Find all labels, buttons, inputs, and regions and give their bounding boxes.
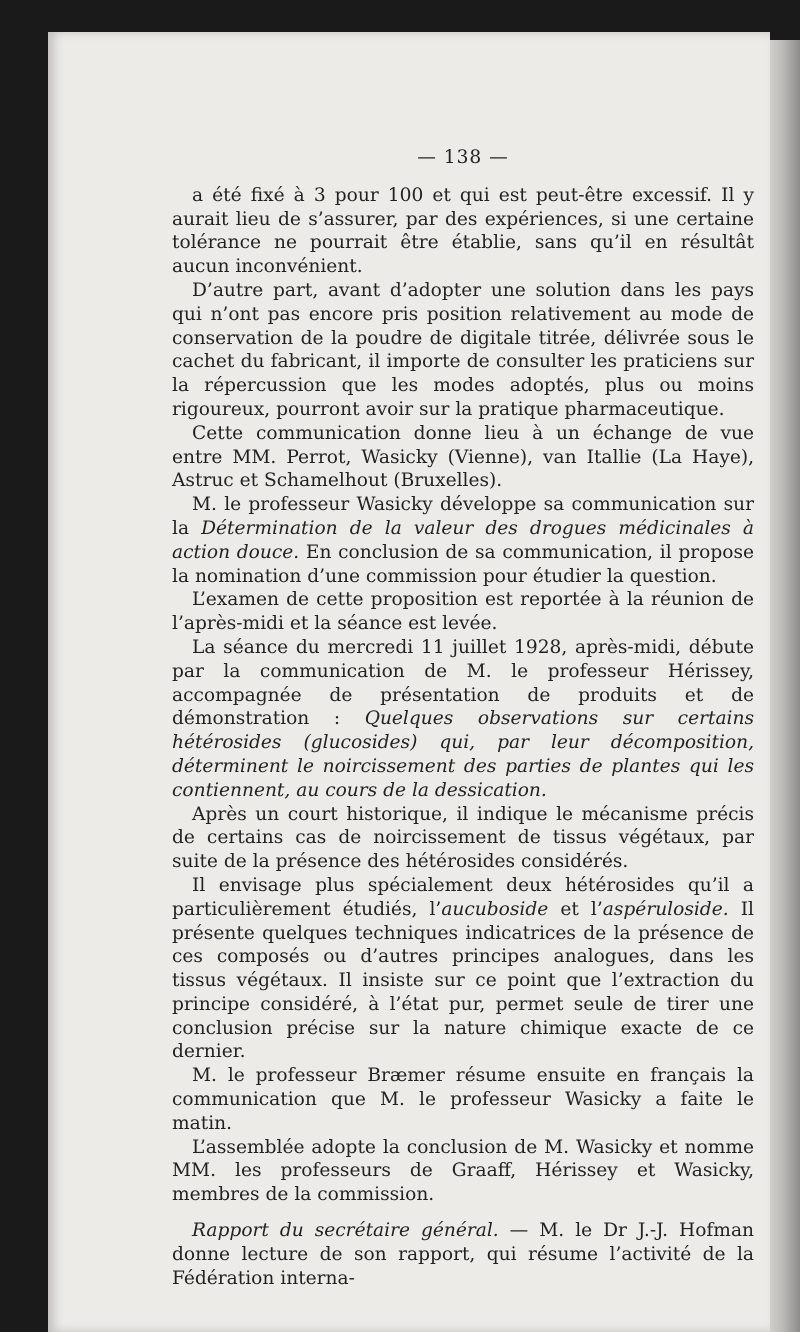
paragraph-6 xyxy=(172,636,754,803)
paragraph-1: a été fixé à 3 pour 100 et qui est peut-être excessif. Il y aurait lieu de s’assurer, par des expériences, si une certaine tolérance ne pourrait être établie, sans qu’il en résultât aucun inconvénient. xyxy=(172,184,754,278)
page-text xyxy=(172,146,754,1290)
paragraph-5: L’examen de cette proposition est reportée à la réunion de l’après-midi et la séance est levée. xyxy=(172,589,754,635)
paragraph-7: Après un court historique, il indique le mécanisme précis de certains cas de noircissement de tissus végétaux, par suite de la présence des hétérosides considérés. xyxy=(172,803,754,873)
page-edge xyxy=(770,40,800,1332)
paragraph-8-text-mid: et l’ xyxy=(548,898,603,920)
paragraph-6-text: La séance du mercredi 11 juillet 1928, après-midi, débute par la communication de M. le professeur Hérissey, accompagnée de présentation de produits et de démonstration : xyxy=(172,636,754,730)
paragraph-4-title: Détermination de la valeur des drogues médicinales à action douce. xyxy=(172,517,754,563)
paragraph-9: M. le professeur Bræmer résume ensuite en français la communication que M. le professeur Wasicky a faite le matin. xyxy=(172,1065,754,1134)
paragraph-4-text: M. le professeur Wasicky développe sa communication sur la xyxy=(172,494,754,539)
paragraph-4-text-end: En conclusion de sa communication, il propose la nomination d’une commission pour étudier la question. xyxy=(172,541,754,587)
paragraph-6-title: Quelques observations sur certains hétérosides (glucosides) qui, par leur décomposition, déterminent le noircissement des parties de plantes qui les contiennent, au cours de la dessication. xyxy=(172,708,754,801)
section-rapport xyxy=(172,1219,754,1290)
section-text: — M. le Dr J.-J. Hofman donne lecture de son rapport, qui résume l’activité de la Fédération interna- xyxy=(172,1220,755,1289)
paragraph-2: D’autre part, avant d’adopter une solution dans les pays qui n’ont pas encore pris position relativement au mode de conservation de la poudre de digitale titrée, délivrée sous le cachet du fabricant, il importe de consulter les praticiens sur la répercussion que les modes adoptés, plus ou moins rigoureux, pourront avoir sur la pratique pharmaceutique. xyxy=(172,279,754,420)
paragraph-8 xyxy=(172,874,754,1064)
paragraph-3: Cette communication donne lieu à un échange de vue entre MM. Perrot, Wasicky (Vienne), van Itallie (La Haye), Astruc et Schamelhout (Bruxelles). xyxy=(172,422,754,492)
paragraph-10: L’assemblée adopte la conclusion de M. Wasicky et nomme MM. les professeurs de Graaff, Hérissey et Wasicky, membres de la commission. xyxy=(172,1136,754,1206)
paragraph-8-text: Il envisage plus spécialement deux hétérosides qu’il a particulièrement étudiés, l’ xyxy=(172,874,754,920)
paragraph-4 xyxy=(172,493,754,588)
paragraph-8-text-end: Il présente quelques techniques indicatrices de la présence de ces composés ou d’autres principes analogues, dans les tissus végétaux. Il insiste sur ce point que l’extraction du principe considéré, à l’état pur, permet seule de tirer une conclusion précise sur la nature chimique exacte de ce dernier. xyxy=(172,898,754,1063)
paragraph-8-term-2: aspéruloside. xyxy=(602,898,729,920)
page-number: — 138 — xyxy=(417,147,509,168)
section-title: Rapport du secrétaire général. xyxy=(192,1220,499,1242)
paragraph-8-term-1: aucuboside xyxy=(441,898,549,920)
